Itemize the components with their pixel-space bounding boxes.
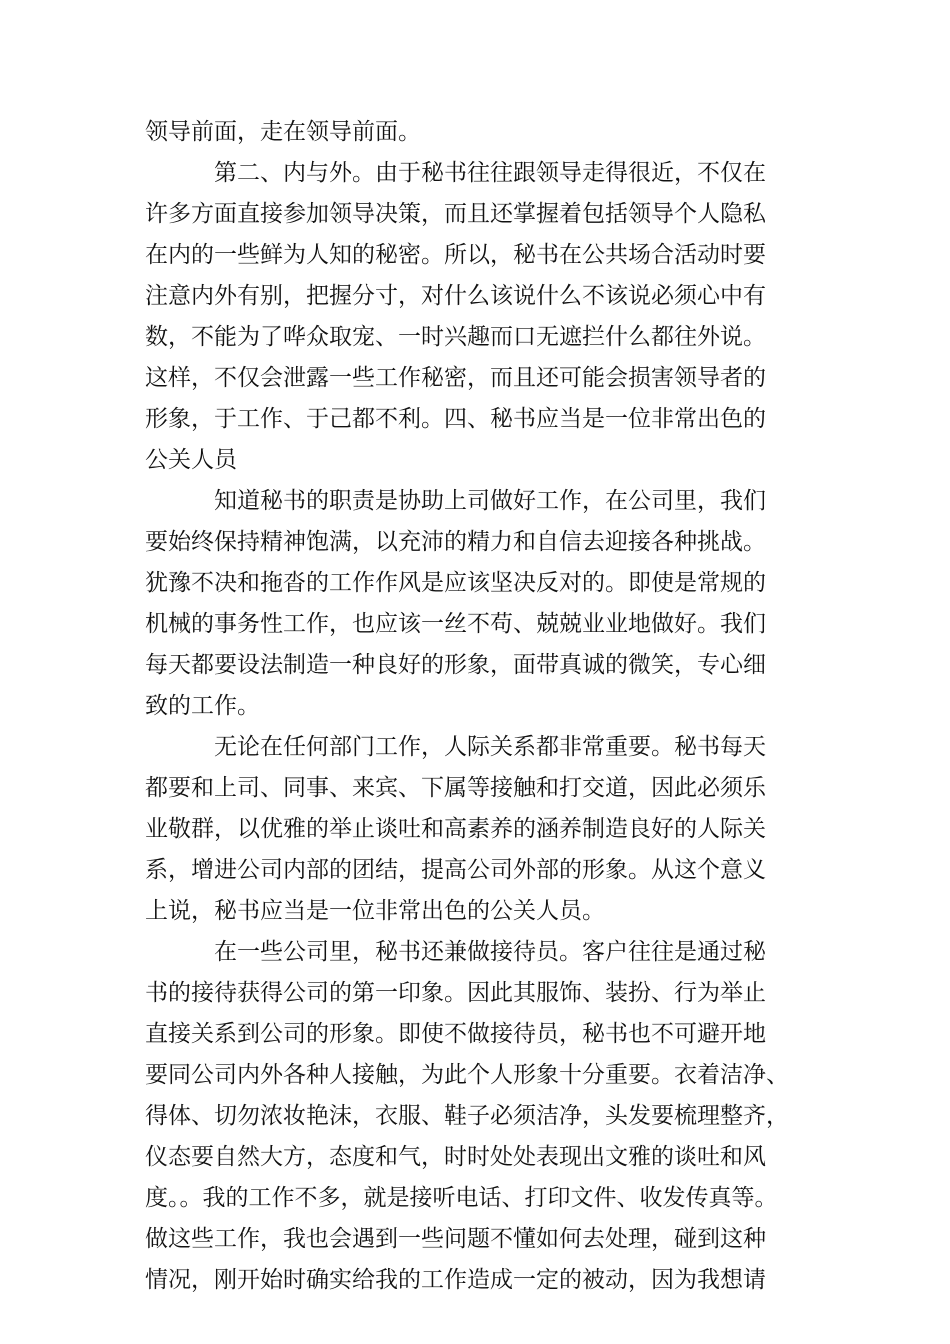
text-line: 第二、内与外。由于秘书往往跟领导走得很近，不仅在 [214,160,766,186]
text-line: 度。。我的工作不多，就是接听电话、打印文件、收发传真等。 [145,1185,778,1211]
text-line: 系，增进公司内部的团结，提高公司外部的形象。从这个意义 [145,857,766,883]
text-line: 要同公司内外各种人接触，为此个人形象十分重要。衣着洁净、 [145,1062,789,1088]
text-line: 形象，于工作、于己都不利。四、秘书应当是一位非常出色的 [145,406,766,432]
text-line: 犹豫不决和拖沓的工作作风是应该坚决反对的。即使是常规的 [145,570,766,596]
text-line: 领导前面，走在领导前面。 [145,119,421,145]
text-line: 每天都要设法制造一种良好的形象，面带真诚的微笑，专心细 [145,652,766,678]
text-line: 在内的一些鲜为人知的秘密。所以，秘书在公共场合活动时要 [145,242,766,268]
text-line: 做这些工作，我也会遇到一些问题不懂如何去处理，碰到这种 [145,1226,766,1252]
text-line: 要始终保持精神饱满，以充沛的精力和自信去迎接各种挑战。 [145,529,766,555]
text-line: 在一些公司里，秘书还兼做接待员。客户往往是通过秘 [214,939,766,965]
text-line: 机械的事务性工作，也应该一丝不苟、兢兢业业地做好。我们 [145,611,766,637]
text-line: 注意内外有别，把握分寸，对什么该说什么不该说必须心中有 [145,283,766,309]
text-line: 知道秘书的职责是协助上司做好工作，在公司里，我们 [214,488,766,514]
text-line: 得体、切勿浓妆艳沫，衣服、鞋子必须洁净，头发要梳理整齐， [145,1103,789,1129]
text-line: 致的工作。 [145,693,260,719]
text-line: 上说，秘书应当是一位非常出色的公关人员。 [145,898,605,924]
text-line: 业敬群，以优雅的举止谈吐和高素养的涵养制造良好的人际关 [145,816,766,842]
text-line: 许多方面直接参加领导决策，而且还掌握着包括领导个人隐私 [145,201,766,227]
text-line: 仪态要自然大方，态度和气，时时处处表现出文雅的谈吐和风 [145,1144,766,1170]
text-line: 直接关系到公司的形象。即使不做接待员，秘书也不可避开地 [145,1021,766,1047]
text-line: 都要和上司、同事、来宾、下属等接触和打交道，因此必须乐 [145,775,766,801]
text-line: 这样，不仅会泄露一些工作秘密，而且还可能会损害领导者的 [145,365,766,391]
text-line: 书的接待获得公司的第一印象。因此其服饰、装扮、行为举止 [145,980,766,1006]
text-line: 无论在任何部门工作，人际关系都非常重要。秘书每天 [214,734,766,760]
text-line: 情况，刚开始时确实给我的工作造成一定的被动，因为我想请 [145,1267,766,1293]
document-body [145,112,805,1301]
text-line: 数，不能为了哗众取宠、一时兴趣而口无遮拦什么都往外说。 [145,324,766,350]
text-line: 公关人员 [145,447,237,473]
